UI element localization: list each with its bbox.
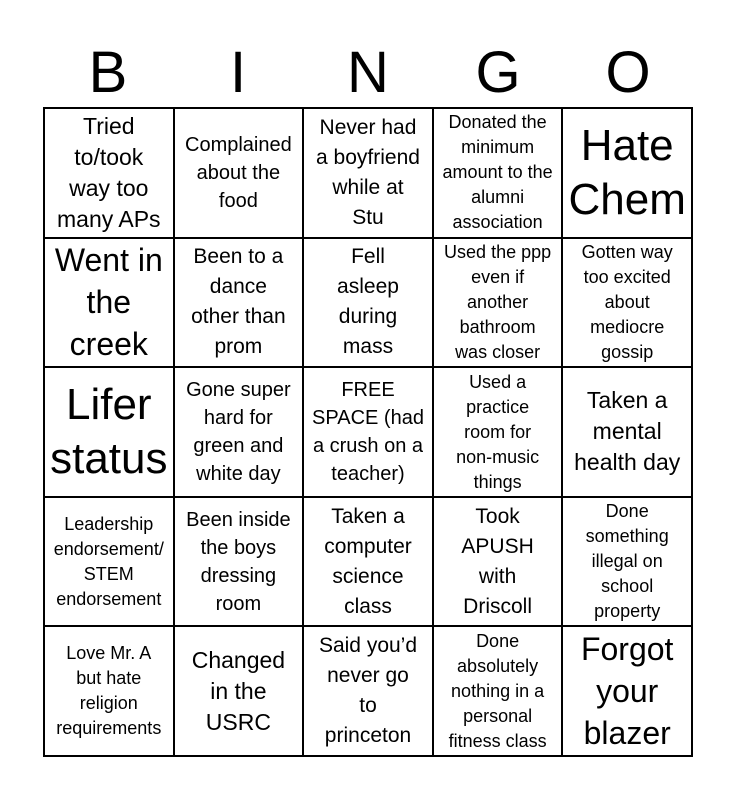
- bingo-cell[interactable]: [44, 497, 174, 627]
- header-letter-o: O: [605, 40, 651, 105]
- cell-text: Been to a dance other than prom: [191, 245, 286, 359]
- cell-text: Gotten way too excited about mediocre gossip: [581, 241, 673, 362]
- cell-text: Fell asleep during mass: [337, 245, 399, 359]
- bingo-cell[interactable]: [433, 497, 563, 627]
- cell-text: Went in the creek: [54, 242, 163, 363]
- bingo-cell[interactable]: [562, 108, 692, 238]
- cell-text: Love Mr. A but hate religion requirements: [56, 643, 162, 739]
- bingo-cell[interactable]: [174, 367, 304, 497]
- cell-text: FREE SPACE (had a crush on a teacher): [312, 378, 424, 485]
- bingo-cell[interactable]: [433, 626, 563, 756]
- cell-text: Donated the minimum amount to the alumni association: [442, 112, 553, 233]
- cell-text: Done absolutely nothing in a personal fitness class: [448, 630, 547, 751]
- bingo-cell[interactable]: [174, 108, 304, 238]
- bingo-grid: [43, 107, 693, 757]
- cell-text: Took APUSH with Driscoll: [461, 504, 534, 618]
- cell-text: Leadership endorsement/ STEM endorsement: [53, 513, 164, 609]
- header-letter-b: B: [88, 40, 128, 105]
- cell-text: Lifer status: [50, 379, 168, 483]
- free-space-cell[interactable]: [303, 367, 433, 497]
- bingo-cell[interactable]: [174, 497, 304, 627]
- bingo-cell[interactable]: [433, 108, 563, 238]
- bingo-cell[interactable]: [303, 497, 433, 627]
- header-letter-n: N: [347, 40, 389, 105]
- bingo-cell[interactable]: [44, 108, 174, 238]
- cell-text: Forgot your blazer: [580, 631, 674, 752]
- bingo-cell[interactable]: [44, 626, 174, 756]
- header-letter-g: G: [475, 40, 521, 105]
- bingo-cell[interactable]: [433, 238, 563, 368]
- bingo-cell[interactable]: [562, 497, 692, 627]
- bingo-cell[interactable]: [174, 626, 304, 756]
- bingo-cell[interactable]: [303, 238, 433, 368]
- cell-text: Tried to/took way too many APs: [57, 112, 161, 232]
- cell-text: Never had a boyfriend while at Stu: [316, 115, 420, 229]
- cell-text: Hate Chem: [568, 120, 686, 224]
- bingo-cell[interactable]: [303, 626, 433, 756]
- bingo-header: [43, 40, 693, 106]
- cell-text: Changed in the USRC: [191, 646, 286, 735]
- cell-text: Done something illegal on school property: [585, 501, 669, 622]
- cell-text: Taken a computer science class: [324, 504, 412, 618]
- bingo-cell[interactable]: [433, 367, 563, 497]
- cell-text: Used the ppp even if another bathroom was closer: [444, 241, 552, 362]
- cell-text: Said you’d never go to princeton: [318, 634, 418, 748]
- cell-text: Taken a mental health day: [574, 387, 681, 476]
- bingo-cell[interactable]: [562, 367, 692, 497]
- header-letter-i: I: [229, 40, 247, 105]
- bingo-cell[interactable]: [174, 238, 304, 368]
- cell-text: Been inside the boys dressing room: [186, 508, 291, 615]
- bingo-cell[interactable]: [562, 238, 692, 368]
- cell-text: Gone super hard for green and white day: [186, 378, 291, 485]
- cell-text: Used a practice room for non-music things: [456, 371, 540, 492]
- bingo-cell[interactable]: [44, 238, 174, 368]
- bingo-cell[interactable]: [44, 367, 174, 497]
- bingo-cell[interactable]: [303, 108, 433, 238]
- cell-text: Complained about the food: [185, 133, 292, 212]
- bingo-cell[interactable]: [562, 626, 692, 756]
